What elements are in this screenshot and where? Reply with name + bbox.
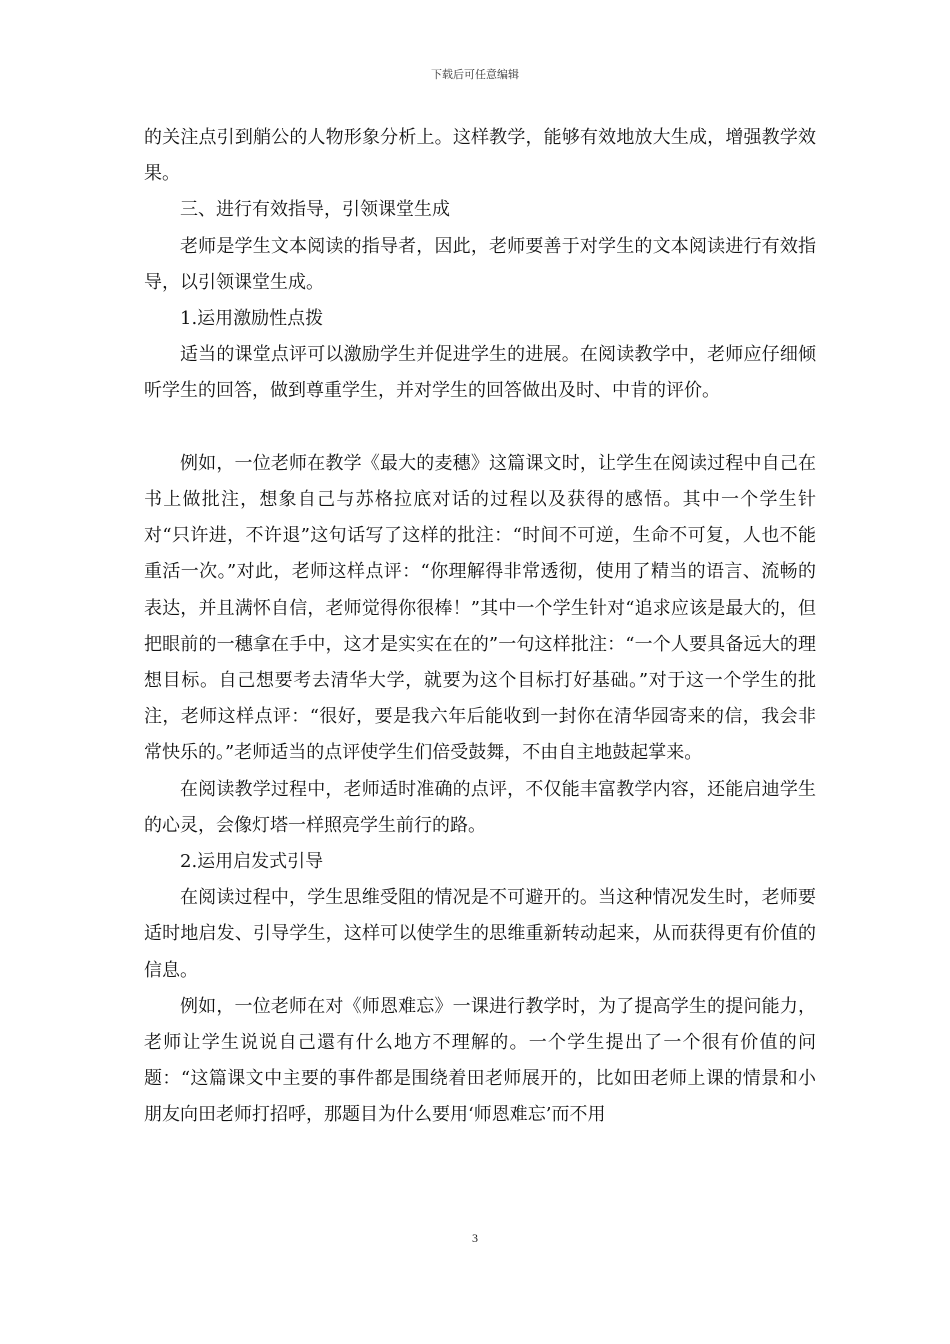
subheading-2: 2.运用启发式引导 bbox=[180, 851, 324, 873]
paragraph-guidance-intro: 老师是学生文本阅读的指导者，因此，老师要善于对学生的文本阅读进行有效指导，以引领课堂生成。 bbox=[144, 235, 816, 293]
paragraph-example-2: 例如，一位老师在对《师恩难忘》一课进行教学时，为了提高学生的提问能力，老师让学生说说自己還有什么地方不理解的。一个学生提出了一个很有价值的问题：“这篇课文中主要的事件都是围绕着田老师展开的，比如田老师上课的情景和小朋友向田老师打招呼，那题目为什么要用‘师恩难忘’而不用 bbox=[144, 995, 816, 1126]
page-header: 下载后可任意编辑 bbox=[431, 68, 519, 81]
paragraph-spacer bbox=[144, 410, 816, 446]
paragraph-example-1: 例如，一位老师在教学《最大的麦穗》这篇课文时，让学生在阅读过程中自己在书上做批注，想象自己与苏格拉底对话的过程以及获得的感悟。其中一个学生针对“只许进，不许退”这句话写了这样的批注：“时间不可逆，生命不可复，人也不能重活一次。”对此，老师这样点评：“你理解得非常透彻，使用了精当的语言、流畅的表达，并且满怀自信，老师觉得你很棒！”其中一个学生针对“追求应该是最大的，但把眼前的一穗拿在手中，这才是实实在在的”一句这样批注：“一个人要具备远大的理想目标。自己想要考去清华大学，就要为这个目标打好基础。”对于这一个学生的批注，老师这样点评：“很好，要是我六年后能收到一封你在清华园寄来的信，我会非常快乐的。”老师适当的点评使学生们倍受鼓舞，不由自主地鼓起掌来。 bbox=[144, 452, 816, 764]
paragraph-guidance: 在阅读过程中，学生思维受阻的情况是不可避开的。当这种情况发生时，老师要适时地启发、引导学生，这样可以使学生的思维重新转动起来，从而获得更有价值的信息。 bbox=[144, 887, 816, 981]
paragraph-continuation: 的关注点引到艄公的人物形象分析上。这样教学，能够有效地放大生成，增强教学效果。 bbox=[144, 127, 816, 185]
page-number: 3 bbox=[472, 1231, 478, 1245]
subheading-1: 1.运用激励性点拨 bbox=[180, 308, 324, 330]
section-heading-3: 三、进行有效指导，引领课堂生成 bbox=[180, 199, 450, 221]
paragraph-summary-1: 在阅读教学过程中，老师适时准确的点评，不仅能丰富教学内容，还能启迪学生的心灵，会像灯塔一样照亮学生前行的路。 bbox=[144, 778, 816, 836]
paragraph-evaluation: 适当的课堂点评可以激励学生并促进学生的进展。在阅读教学中，老师应仔细倾听学生的回答，做到尊重学生，并对学生的回答做出及时、中肯的评价。 bbox=[144, 344, 816, 402]
document-body bbox=[144, 120, 816, 1134]
